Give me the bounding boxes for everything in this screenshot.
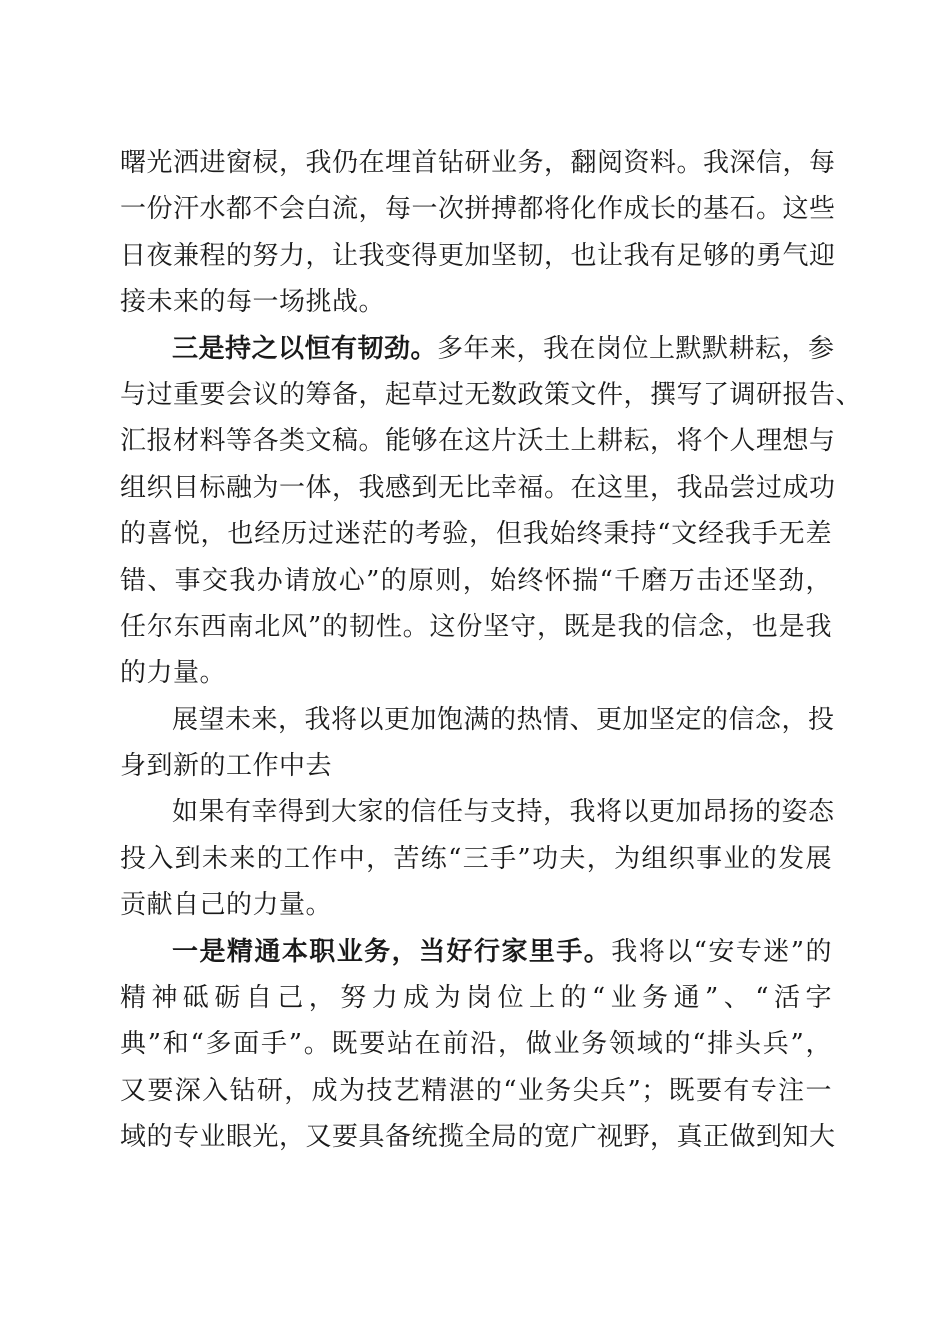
text-line xyxy=(120,836,832,882)
text-line xyxy=(120,465,836,511)
text-line xyxy=(120,558,832,604)
text-line xyxy=(120,279,832,325)
text-line xyxy=(120,650,832,696)
text-run: 的力量。 xyxy=(120,658,227,689)
text-line xyxy=(120,326,835,372)
bold-heading-run: 一是精通本职业务，当好行家里手。 xyxy=(172,936,612,967)
text-run: 多年来，我在岗位上默默耕耘，参 xyxy=(437,333,835,364)
text-line xyxy=(120,1114,836,1160)
text-run: 的喜悦，也经历过迷茫的考验，但我始终秉持“文经我手无差 xyxy=(120,519,832,550)
text-line xyxy=(120,697,835,743)
text-run: 日夜兼程的努力，让我变得更加坚韧，也让我有足够的勇气迎 xyxy=(120,240,836,271)
text-run: 如果有幸得到大家的信任与支持，我将以更加昂扬的姿态 xyxy=(172,797,835,828)
text-line xyxy=(120,743,832,789)
text-run: 错、事交我办请放心”的原则，始终怀揣“千磨万击还坚劲， xyxy=(120,565,832,596)
text-line xyxy=(120,418,836,464)
text-run: 展望未来，我将以更加饱满的热情、更加坚定的信念，投 xyxy=(172,704,835,735)
text-line xyxy=(120,1068,832,1114)
text-line xyxy=(120,882,832,928)
text-line xyxy=(120,372,863,418)
text-line xyxy=(120,1021,832,1067)
text-line xyxy=(120,511,832,557)
text-run: 投入到未来的工作中，苦练“三手”功夫，为组织事业的发展 xyxy=(120,843,832,874)
text-run: 身到新的工作中去 xyxy=(120,751,333,782)
text-run: 典”和“多面手”。既要站在前沿，做业务领域的“排头兵”， xyxy=(120,1029,832,1060)
text-line xyxy=(120,929,832,975)
text-run: 又要深入钻研，成为技艺精湛的“业务尖兵”；既要有专注一 xyxy=(120,1075,832,1106)
text-line xyxy=(120,140,836,186)
text-run: 汇报材料等各类文稿。能够在这片沃土上耕耘，将个人理想与 xyxy=(120,426,836,457)
text-run: 与过重要会议的筹备，起草过无数政策文件，撰写了调研报告、 xyxy=(120,379,863,410)
text-line xyxy=(120,186,836,232)
text-run: 精神砥砺自己，努力成为岗位上的“业务通”、“活字 xyxy=(120,983,832,1014)
text-line xyxy=(120,975,832,1021)
document-body xyxy=(120,140,863,1161)
text-run: 接未来的每一场挑战。 xyxy=(120,287,386,318)
text-run: 一份汗水都不会白流，每一次拼搏都将化作成长的基石。这些 xyxy=(120,194,836,225)
text-line xyxy=(120,233,836,279)
text-run: 组织目标融为一体，我感到无比幸福。在这里，我品尝过成功 xyxy=(120,472,836,503)
text-run: 我将以“安专迷”的 xyxy=(611,936,832,967)
text-run: 任尔东西南北风”的韧性。这份坚守，既是我的信念，也是我 xyxy=(120,611,832,642)
bold-heading-run: 三是持之以恒有韧劲。 xyxy=(172,333,438,364)
text-run: 曙光洒进窗棂，我仍在埋首钻研业务，翻阅资料。我深信，每 xyxy=(120,148,836,178)
text-line xyxy=(120,604,832,650)
text-run: 域的专业眼光，又要具备统揽全局的宽广视野，真正做到知大 xyxy=(120,1122,836,1153)
text-line xyxy=(120,789,835,835)
text-run: 贡献自己的力量。 xyxy=(120,890,333,921)
